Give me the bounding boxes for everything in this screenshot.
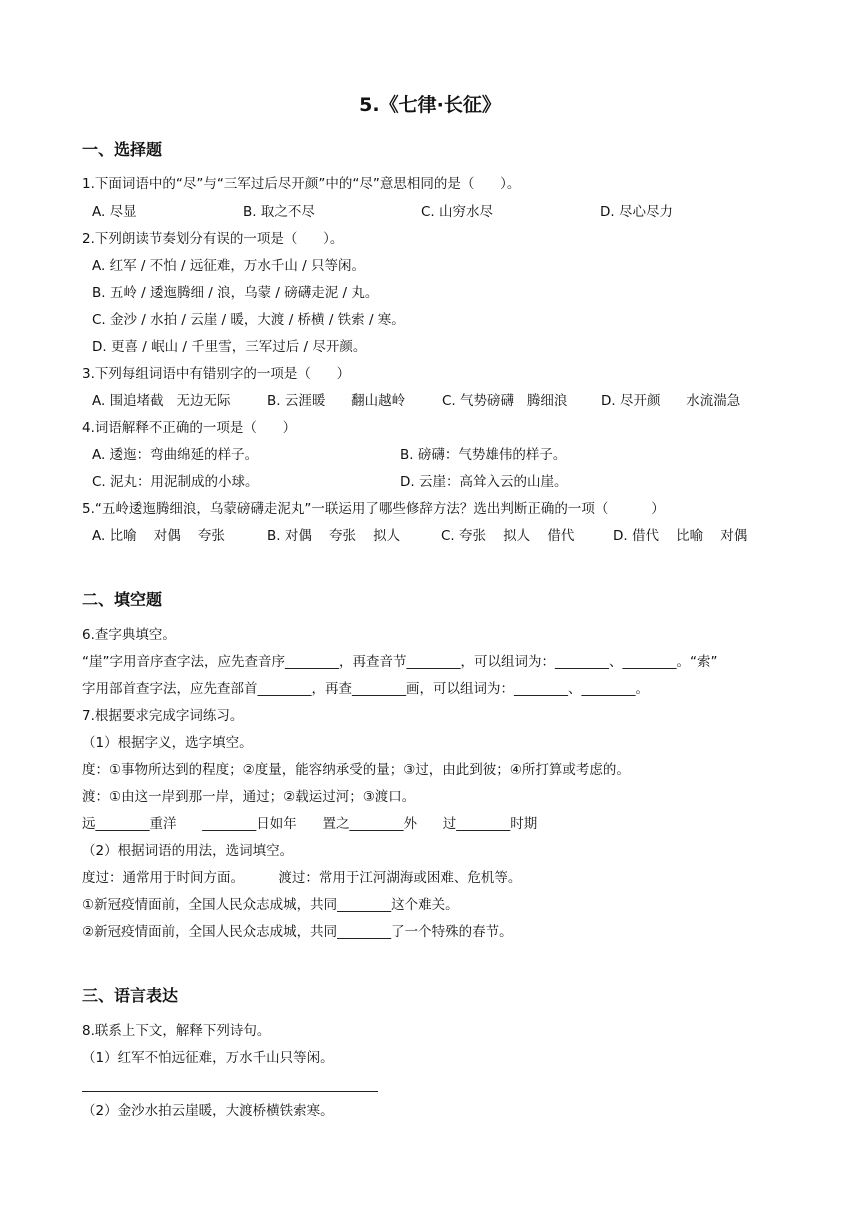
question-7-stem: 7.根据要求完成字词练习。 [82, 708, 244, 724]
question-7-part-1: （1）根据字义，选字填空。 [82, 735, 253, 751]
question-2-option-d: D. 更喜 / 岷山 / 千里雪，三军过后 / 尽开颜。 [92, 339, 367, 355]
question-5-option-c: C. 夸张 拟人 借代 [441, 528, 575, 544]
question-1-option-b: B. 取之不尽 [243, 204, 315, 220]
question-1-option-a: A. 尽显 [92, 204, 137, 220]
question-4-option-c: C. 泥丸：用泥制成的小球。 [92, 474, 259, 490]
question-2-option-c: C. 金沙 / 水拍 / 云崖 / 暖，大渡 / 桥横 / 铁索 / 寒。 [92, 312, 405, 328]
question-8-stem: 8.联系上下文，解释下列诗句。 [82, 1023, 271, 1039]
question-4-option-b: B. 磅礴：气势雄伟的样子。 [400, 447, 567, 463]
question-7-sentence-1: ①新冠疫情面前，全国人民众志成城，共同________这个难关。 [82, 897, 459, 913]
question-4-stem: 4.词语解释不正确的一项是（ ） [82, 420, 297, 436]
question-3-option-a: A. 围追堵截 无边无际 [92, 393, 231, 409]
question-3-option-d: D. 尽开颜 水流湍急 [601, 393, 741, 409]
question-7-part-2: （2）根据词语的用法，选词填空。 [82, 843, 294, 859]
question-5-option-d: D. 借代 比喻 对偶 [613, 528, 748, 544]
question-5-option-b: B. 对偶 夸张 拟人 [267, 528, 401, 544]
question-4-option-d: D. 云崖：高耸入云的山崖。 [400, 474, 568, 490]
question-7-du2-definitions: 渡：①由这一岸到那一岸，通过；②载运过河；③渡口。 [82, 789, 416, 805]
question-1-option-c: C. 山穷水尽 [421, 204, 494, 220]
question-8-part-1: （1）红军不怕远征难，万水千山只等闲。 [82, 1050, 334, 1066]
question-6-stem: 6.查字典填空。 [82, 627, 176, 643]
question-5-option-a: A. 比喻 对偶 夸张 [92, 528, 225, 544]
section-heading-fill: 二、填空题 [82, 590, 163, 609]
question-7-du-definitions: 度：①事物所达到的程度；②度量，能容纳承受的量；③过，由此到彼；④所打算或考虑的。 [82, 762, 630, 778]
section-heading-choice: 一、选择题 [82, 140, 163, 159]
section-heading-expression: 三、语言表达 [82, 986, 179, 1005]
question-2-option-a: A. 红军 / 不怕 / 远征难，万水千山 / 只等闲。 [92, 258, 365, 274]
question-1-stem: 1.下面词语中的“尽”与“三军过后尽开颜”中的“尽”意思相同的是（ ）。 [82, 176, 521, 192]
question-4-option-a: A. 逶迤：弯曲绵延的样子。 [92, 447, 259, 463]
question-7-sentence-2: ②新冠疫情面前，全国人民众志成城，共同________了一个特殊的春节。 [82, 924, 513, 940]
question-1-option-d: D. 尽心尽力 [600, 204, 673, 220]
question-3-stem: 3.下列每组词语中有错别字的一项是（ ） [82, 366, 351, 382]
question-6-line-1: “崖”字用音序查字法，应先查音序________，再查音节________，可以组词为：________、________。“索” [82, 654, 718, 670]
question-7-fill-line: 远________重洋 ________日如年 置之________外 过________时期 [82, 816, 538, 832]
question-2-stem: 2.下列朗读节奏划分有误的一项是（ ）。 [82, 231, 344, 247]
question-3-option-b: B. 云涯暖 翻山越岭 [267, 393, 406, 409]
answer-line [82, 1091, 378, 1092]
page-title: 5.《七律·长征》 [359, 94, 501, 116]
question-8-part-2: （2）金沙水拍云崖暖，大渡桥横铁索寒。 [82, 1103, 334, 1119]
question-6-line-2: 字用部首查字法，应先查部首________，再查________画，可以组词为：________、________。 [82, 681, 649, 697]
question-7-usage: 度过：通常用于时间方面。 渡过：常用于江河湖海或困难、危机等。 [82, 870, 522, 886]
question-3-option-c: C. 气势磅礴 腾细浪 [442, 393, 568, 409]
question-5-stem: 5.“五岭逶迤腾细浪，乌蒙磅礴走泥丸”一联运用了哪些修辞方法？选出判断正确的一项（ ） [82, 501, 665, 517]
question-2-option-b: B. 五岭 / 逶迤腾细 / 浪，乌蒙 / 磅礴走泥 / 丸。 [92, 285, 379, 301]
